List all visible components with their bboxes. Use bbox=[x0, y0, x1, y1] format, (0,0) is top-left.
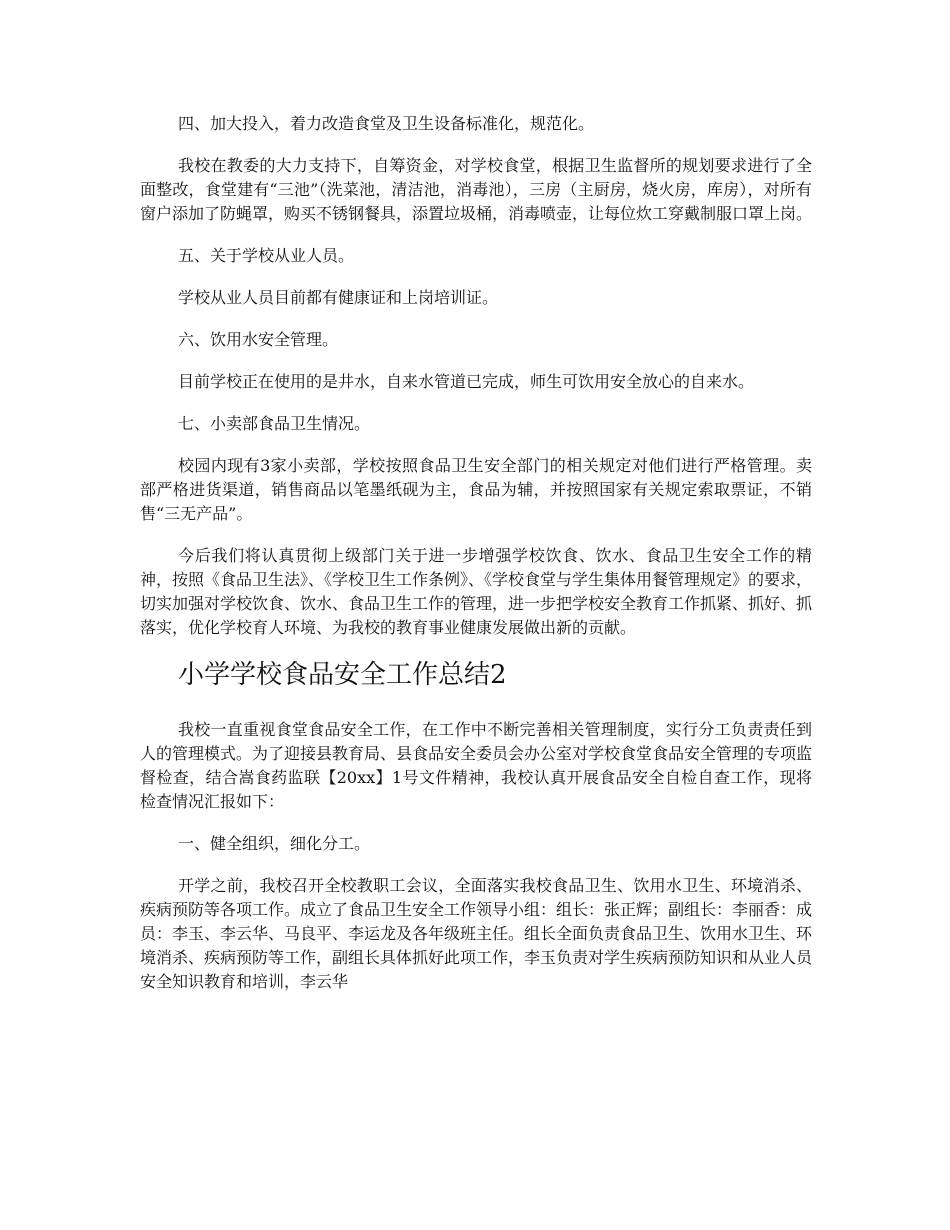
paragraph-school-shops: 校园内现有3家小卖部，学校按照食品卫生安全部门的相关规定对他们进行严格管理。卖部严格进货渠道，销售商品以笔墨纸砚为主，食品为辅，并按照国家有关规定索取票证，不销售“三无产品”。 bbox=[140, 456, 812, 523]
section-heading-1: 一、健全组织，细化分工。 bbox=[178, 834, 371, 853]
section-heading-4: 四、加大投入，着力改造食堂及卫生设备标准化，规范化。 bbox=[178, 114, 595, 133]
paragraph-canteen-renovation: 我校在教委的大力支持下，自筹资金，对学校食堂，根据卫生监督所的规划要求进行了全面整改，食堂建有“三池”（洗菜池，清洁池，消毒池），三房（主厨房，烧火房，库房），对所有窗户添加了防蝇罩，购买不锈钢餐具，添置垃圾桶，消毒喷壶，让每位炊工穿戴制服口罩上岗。 bbox=[140, 156, 813, 223]
document-page bbox=[140, 112, 812, 1012]
document-title-2: 小学学校食品安全工作总结2 bbox=[178, 660, 507, 690]
section-heading-7: 七、小卖部食品卫生情况。 bbox=[178, 414, 371, 433]
paragraph-drinking-water: 目前学校正在使用的是井水，自来水管道已完成，师生可饮用安全放心的自来水。 bbox=[178, 372, 755, 391]
section-heading-5: 五、关于学校从业人员。 bbox=[178, 246, 355, 265]
section-heading-6: 六、饮用水安全管理。 bbox=[178, 330, 339, 349]
paragraph-future-work: 今后我们将认真贯彻上级部门关于进一步增强学校饮食、饮水、食品卫生安全工作的精神，按照《食品卫生法》、《学校卫生工作条例》、《学校食堂与学生集体用餐管理规定》的要求，切实加强对学校饮食、饮水、食品卫生工作的管理，进一步把学校安全教育工作抓紧、抓好、抓落实，优化学校育人环境、为我校的教育事业健康发展做出新的贡献。 bbox=[140, 546, 813, 637]
paragraph-staff-certificates: 学校从业人员目前都有健康证和上岗培训证。 bbox=[178, 288, 499, 307]
paragraph-organization: 开学之前，我校召开全校教职工会议，全面落实我校食品卫生、饮用水卫生、环境消杀、疾病预防等各项工作。成立了食品卫生安全工作领导小组：组长：张正辉；副组长：李丽香：成员：李玉、李云华、马良平、李运龙及各年级班主任。组长全面负责食品卫生、饮用水卫生、环境消杀、疾病预防等工作，副组长具体抓好此项工作，李玉负责对学生疾病预防知识和从业人员安全知识教育和培训，李云华 bbox=[140, 876, 813, 991]
paragraph-intro-2: 我校一直重视食堂食品安全工作，在工作中不断完善相关管理制度，实行分工负责责任到人的管理模式。为了迎接县教育局、县食品安全委员会办公室对学校食堂食品安全管理的专项监督检查，结合嵩食药监联【20xx】1号文件精神，我校认真开展食品安全自检自查工作，现将检查情况汇报如下： bbox=[140, 720, 813, 811]
